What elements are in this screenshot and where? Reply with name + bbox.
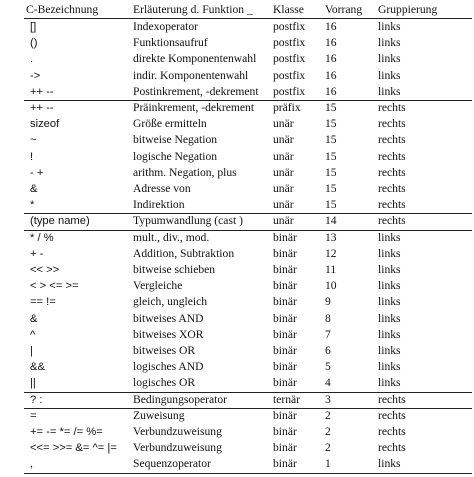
class-cell: binär (273, 279, 297, 293)
precedence-cell: 1 (325, 457, 331, 471)
description-cell: Zuweisung (133, 408, 185, 422)
description-cell: Präinkrement, -dekrement (133, 101, 255, 114)
grouping-cell: links (378, 36, 401, 50)
precedence-cell: 4 (325, 376, 331, 390)
class-cell: binär (273, 376, 297, 390)
table-row (0, 392, 474, 408)
grouping-cell: rechts (378, 214, 406, 228)
precedence-cell: 15 (325, 149, 337, 163)
precedence-cell: 15 (325, 182, 337, 195)
description-cell: Indexoperator (133, 20, 199, 33)
grouping-cell: rechts (378, 392, 406, 406)
table-row (0, 343, 474, 359)
operator-cell: * / % (30, 231, 54, 244)
precedence-cell: 16 (325, 52, 337, 66)
description-cell: Postinkrement, -dekrement (133, 84, 259, 98)
operator-cell: [] (30, 21, 37, 33)
description-cell: Typumwandlung (cast ) (133, 214, 243, 228)
class-cell: postfix (273, 52, 306, 66)
precedence-cell: 3 (325, 392, 331, 406)
operator-cell: & (30, 312, 38, 325)
header-explanation: Erläuterung d. Funktion _ (133, 3, 253, 16)
class-cell: binär (273, 457, 297, 471)
operator-cell: , (30, 458, 34, 471)
description-cell: Verbundzuweisung (133, 441, 222, 455)
precedence-cell: 16 (325, 20, 337, 33)
class-cell: binär (273, 441, 297, 455)
table-row (0, 327, 474, 343)
grouping-cell: links (378, 263, 401, 276)
description-cell: bitweise schieben (133, 263, 216, 276)
table-row (0, 100, 474, 116)
precedence-cell: 8 (325, 311, 331, 325)
table-row (0, 408, 474, 424)
operator-cell: . (30, 53, 34, 66)
table-row (0, 440, 474, 456)
table-row (0, 456, 474, 472)
grouping-cell: rechts (378, 441, 406, 455)
table-row (0, 213, 474, 229)
description-cell: bitweise Negation (133, 133, 218, 147)
operator-cell: || (30, 377, 36, 390)
operator-cell: ~ (30, 134, 37, 147)
table-row (0, 424, 474, 440)
description-cell: Vergleiche (133, 279, 183, 293)
class-cell: präfix (273, 101, 301, 114)
precedence-cell: 15 (325, 117, 337, 131)
description-cell: Verbundzuweisung (133, 425, 222, 438)
precedence-cell: 16 (325, 36, 337, 50)
header-c-name: C-Bezeichnung (26, 3, 99, 16)
operator-cell: += -= *= /= %= (30, 426, 103, 438)
operator-cell: () (30, 37, 38, 50)
precedence-cell: 9 (325, 295, 331, 309)
table-row (0, 84, 474, 100)
grouping-cell: links (378, 311, 401, 325)
precedence-cell: 14 (325, 214, 337, 228)
description-cell: Addition, Subtraktion (133, 246, 235, 260)
class-cell: binär (273, 311, 297, 325)
class-cell: binär (273, 408, 297, 422)
description-cell: logisches AND (133, 360, 204, 374)
class-cell: binär (273, 425, 297, 438)
grouping-cell: rechts (378, 182, 406, 195)
class-cell: unär (273, 133, 294, 147)
operator-cell: - + (30, 166, 44, 179)
precedence-cell: 15 (325, 165, 337, 179)
precedence-cell: 2 (325, 425, 331, 438)
table-row (0, 181, 474, 197)
grouping-cell: rechts (378, 101, 406, 114)
description-cell: logische Negation (133, 149, 218, 163)
operator-cell: <<= >>= &= ^= |= (30, 442, 117, 455)
description-cell: mult., div., mod. (133, 230, 210, 244)
table-row (0, 294, 474, 310)
table-row (0, 51, 474, 67)
class-cell: unär (273, 165, 294, 179)
table-row (0, 132, 474, 148)
class-cell: binär (273, 344, 297, 357)
precedence-cell: 12 (325, 246, 337, 260)
precedence-cell: 13 (325, 230, 337, 244)
grouping-cell: links (378, 344, 401, 357)
class-cell: unär (273, 117, 294, 131)
grouping-cell: rechts (378, 198, 406, 212)
grouping-cell: rechts (378, 408, 406, 422)
operator-cell: + - (30, 247, 44, 260)
header-precedence: Vorrang (325, 3, 363, 16)
precedence-cell: 16 (325, 84, 337, 98)
class-cell: unär (273, 214, 294, 228)
grouping-cell: links (378, 327, 401, 341)
class-cell: unär (273, 149, 294, 163)
description-cell: direkte Komponentenwahl (133, 52, 257, 66)
precedence-cell: 15 (325, 133, 337, 147)
table-row (0, 35, 474, 51)
operator-cell: * (30, 199, 35, 212)
grouping-cell: rechts (378, 425, 406, 438)
description-cell: gleich, ungleich (133, 295, 208, 309)
class-cell: binär (273, 327, 297, 341)
operator-cell: ? : (30, 393, 43, 406)
table-row (0, 19, 474, 35)
class-cell: binär (273, 295, 297, 309)
description-cell: Bedingungsoperator (133, 392, 228, 406)
operator-cell: < > <= >= (30, 280, 79, 293)
precedence-cell: 10 (325, 279, 337, 293)
grouping-cell: links (378, 457, 401, 471)
grouping-cell: links (378, 279, 401, 293)
description-cell: arithm. Negation, plus (133, 165, 237, 179)
grouping-cell: rechts (378, 149, 406, 163)
operator-cell: = (30, 409, 37, 422)
grouping-cell: links (378, 52, 401, 66)
table-row (0, 230, 474, 246)
description-cell: Größe ermitteln (133, 117, 207, 131)
grouping-cell: links (378, 230, 401, 244)
operator-cell: (type name) (30, 215, 90, 228)
operator-cell: ^ (30, 328, 36, 341)
precedence-cell: 15 (325, 198, 337, 212)
operator-cell: ! (30, 150, 34, 163)
precedence-cell: 15 (325, 101, 337, 114)
grouping-cell: links (378, 84, 401, 98)
table-row (0, 278, 474, 294)
operator-cell: | (30, 345, 33, 357)
grouping-cell: links (378, 20, 401, 33)
description-cell: logisches OR (133, 376, 196, 390)
grouping-cell: links (378, 68, 401, 82)
description-cell: Adresse von (133, 182, 191, 195)
precedence-cell: 11 (325, 263, 337, 276)
grouping-cell: rechts (378, 165, 406, 179)
grouping-cell: links (378, 246, 401, 260)
description-cell: bitweises AND (133, 311, 204, 325)
table-row (0, 68, 474, 84)
class-cell: binär (273, 360, 297, 374)
class-cell: unär (273, 182, 294, 195)
group-divider (24, 473, 472, 474)
operator-cell: ++ -- (30, 85, 54, 98)
description-cell: indir. Komponentenwahl (133, 68, 249, 82)
operator-cell: -> (30, 69, 41, 82)
precedence-cell: 2 (325, 441, 331, 455)
class-cell: postfix (273, 36, 306, 50)
description-cell: Indirektion (133, 198, 185, 212)
table-row (0, 165, 474, 181)
operator-cell: & (30, 183, 38, 195)
operator-cell: && (30, 361, 45, 374)
table-row (0, 116, 474, 132)
table-row (0, 262, 474, 278)
precedence-cell: 16 (325, 68, 337, 82)
grouping-cell: rechts (378, 117, 406, 131)
precedence-cell: 6 (325, 344, 331, 357)
operator-cell: ++ -- (30, 102, 54, 114)
class-cell: binär (273, 263, 297, 276)
description-cell: bitweises XOR (133, 327, 204, 341)
table-row (0, 375, 474, 391)
class-cell: binär (273, 246, 297, 260)
description-cell: Funktionsaufruf (133, 36, 208, 50)
operator-cell: << >> (30, 264, 60, 276)
grouping-cell: rechts (378, 133, 406, 147)
table-row (0, 359, 474, 375)
header-class: Klasse (273, 3, 304, 16)
grouping-cell: links (378, 295, 401, 309)
description-cell: bitweises OR (133, 344, 196, 357)
class-cell: unär (273, 198, 294, 212)
precedence-cell: 5 (325, 360, 331, 374)
class-cell: ternär (273, 392, 301, 406)
precedence-cell: 7 (325, 327, 331, 341)
header-grouping: Gruppierung (378, 3, 438, 16)
operator-cell: == != (30, 296, 56, 309)
table-row (0, 311, 474, 327)
table-row (0, 197, 474, 213)
table-row (0, 246, 474, 262)
operator-cell: sizeof (30, 118, 60, 131)
precedence-cell: 2 (325, 408, 331, 422)
table-row (0, 149, 474, 165)
class-cell: postfix (273, 20, 306, 33)
class-cell: postfix (273, 84, 306, 98)
class-cell: binär (273, 230, 297, 244)
grouping-cell: links (378, 360, 401, 374)
description-cell: Sequenzoperator (133, 457, 211, 471)
class-cell: postfix (273, 68, 306, 82)
grouping-cell: links (378, 376, 401, 390)
